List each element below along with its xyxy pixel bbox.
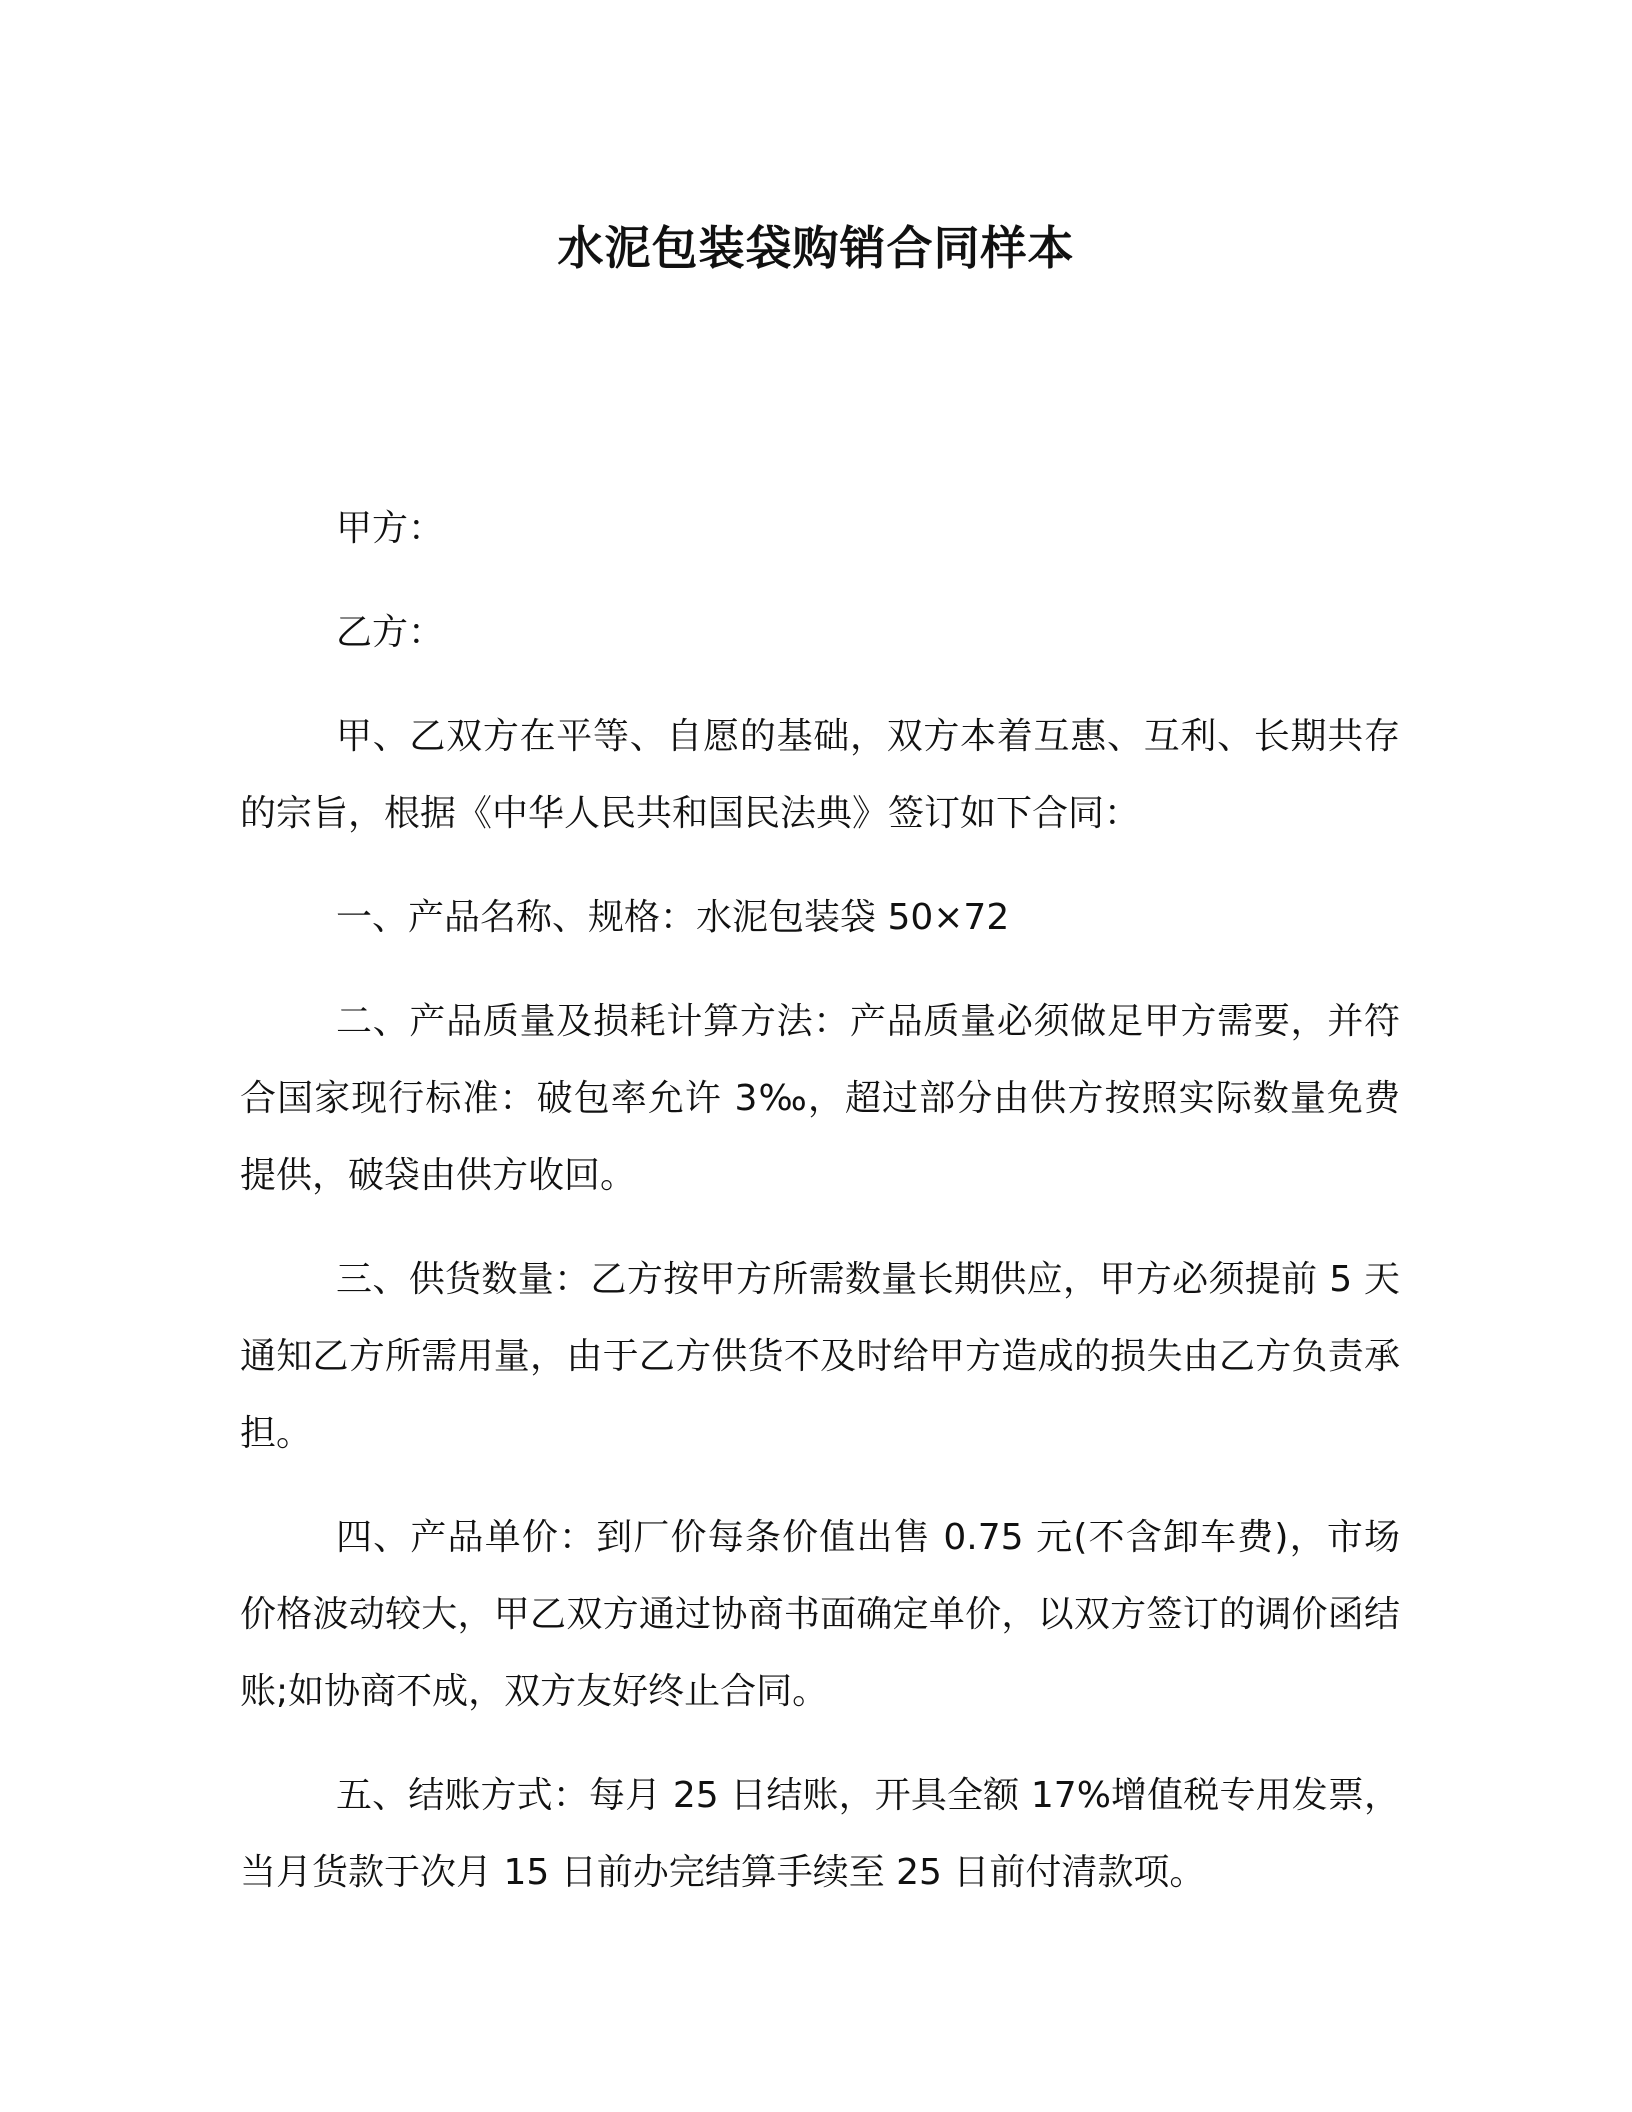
party-a-label: 甲方： (336, 508, 445, 549)
clause-1-paragraph: 一、产品名称、规格：水泥包装袋 50×72 (336, 897, 1010, 938)
clause-2-paragraph: 二、产品质量及损耗计算方法：产品质量必须做足甲方需要，并符合国家现行标准：破包率允许 3‰，超过部分由供方按照实际数量免费提供，破袋由供方收回。 (240, 1001, 1400, 1196)
preamble-paragraph: 甲、乙双方在平等、自愿的基础，双方本着互惠、互利、长期共存的宗旨，根据《中华人民共和国民法典》签订如下合同： (240, 716, 1400, 834)
document-title: 水泥包装袋购销合同样本 (557, 221, 1075, 275)
clause-3-paragraph: 三、供货数量：乙方按甲方所需数量长期供应，甲方必须提前 5 天通知乙方所需用量，由于乙方供货不及时给甲方造成的损失由乙方负责承担。 (240, 1259, 1400, 1454)
clause-5-paragraph: 五、结账方式：每月 25 日结账，开具全额 17%增值税专用发票，当月货款于次月 15 日前办完结算手续至 25 日前付清款项。 (240, 1775, 1400, 1893)
party-b-label: 乙方： (336, 612, 445, 653)
contract-body (240, 490, 1400, 1938)
clause-4-paragraph: 四、产品单价：到厂价每条价值出售 0.75 元(不含卸车费)，市场价格波动较大，甲乙双方通过协商书面确定单价，以双方签订的调价函结账;如协商不成，双方友好终止合同。 (240, 1517, 1400, 1712)
